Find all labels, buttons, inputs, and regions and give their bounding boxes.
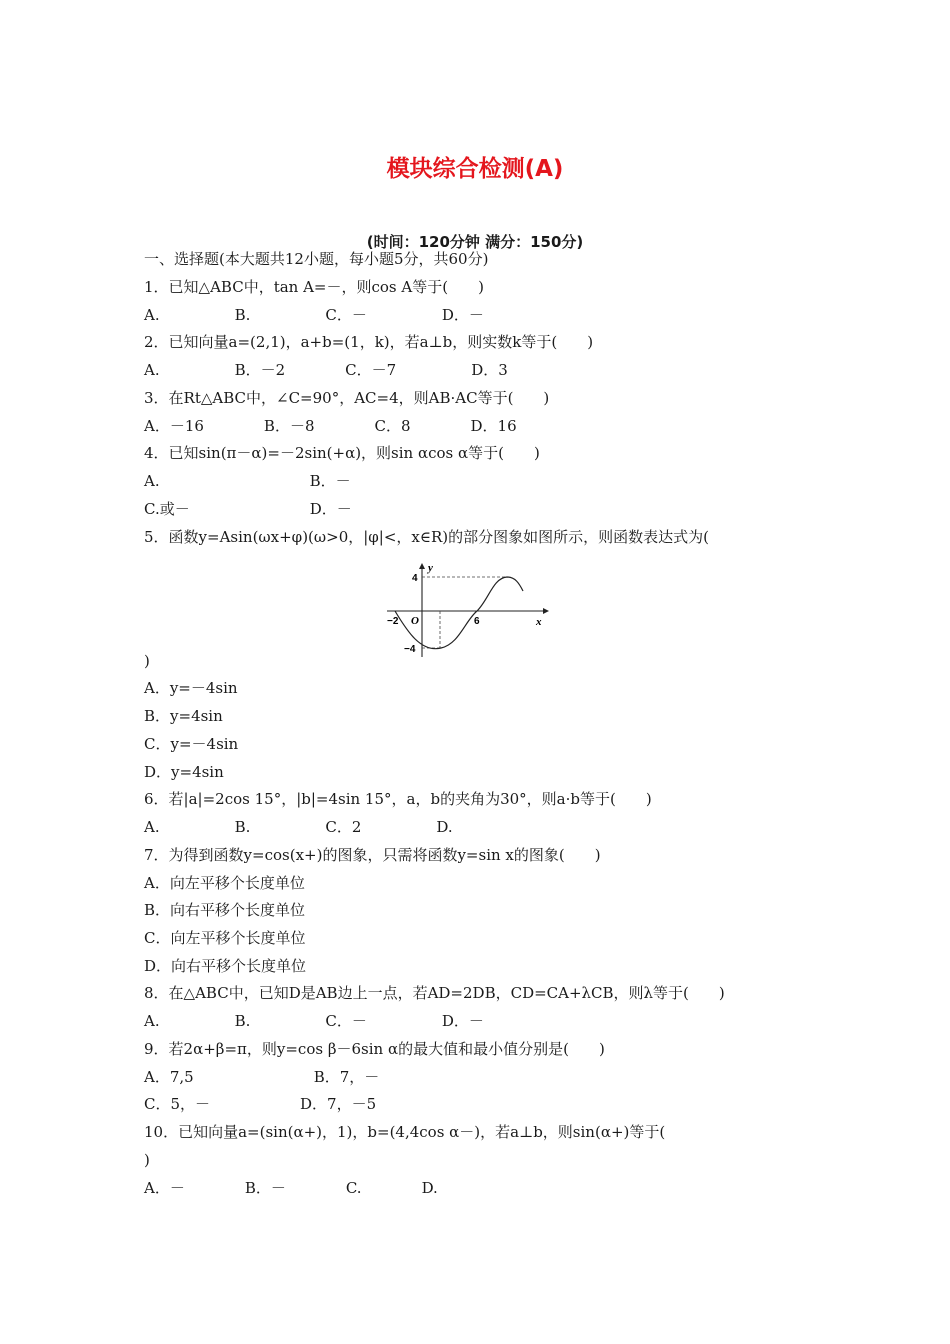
question-7: 7．为得到函数y=cos(x+)的图象，只需将函数y=sin x的图象( ) <box>144 846 601 864</box>
question-5-option-b: B．y=4sin <box>144 707 223 725</box>
question-10-paren: ) <box>144 1151 150 1169</box>
x-tick-neg2: −2 <box>387 616 399 627</box>
question-1-options: A. B. C．－ D．－ <box>144 306 484 324</box>
question-2-options: A. B．－2 C．－7 D．3 <box>144 361 508 379</box>
question-6: 6．若|a|=2cos 15°，|b|=4sin 15°，a，b的夹角为30°，则a·b等于( ) <box>144 790 652 808</box>
question-10-options: A．－ B．－ C. D. <box>144 1179 438 1197</box>
question-1: 1．已知△ABC中，tan A=－，则cos A等于( ) <box>144 278 484 296</box>
question-7-option-d: D．向右平移个长度单位 <box>144 957 307 975</box>
question-5-option-c: C．y=－4sin <box>144 735 239 753</box>
page-title: 模块综合检测(A) <box>386 156 564 182</box>
question-3-options: A．－16 B．－8 C．8 D．16 <box>144 417 517 435</box>
origin-label: O <box>411 615 419 627</box>
question-5-option-d: D．y=4sin <box>144 763 224 781</box>
y-axis-arrow <box>419 563 425 569</box>
question-9: 9．若2α+β=π，则y=cos β－6sin α的最大值和最小值分别是( ) <box>144 1040 605 1058</box>
question-2: 2．已知向量a=(2,1)，a+b=(1，k)，若a⊥b，则实数k等于( ) <box>144 333 594 351</box>
question-9-options-cd: C．5，－ D．7，－5 <box>144 1095 377 1113</box>
question-5: 5．函数y=Asin(ωx+φ)(ω>0，|φ|<，x∈R)的部分图象如图所示，则函数表达式为( <box>144 528 709 546</box>
y-tick-4: 4 <box>412 573 418 584</box>
question-9-options-ab: A．7,5 B．7，－ <box>144 1068 380 1086</box>
x-axis-arrow <box>543 608 549 614</box>
question-3: 3．在Rt△ABC中，∠C=90°，AC=4，则AB·AC等于( ) <box>144 389 550 407</box>
question-8: 8．在△ABC中，已知D是AB边上一点，若AD=2DB，CD=CA+λCB，则λ等于( ) <box>144 984 725 1002</box>
question-4-options-cd: C.或－ D．－ <box>144 500 352 518</box>
question-7-option-c: C．向左平移个长度单位 <box>144 929 306 947</box>
question-7-option-b: B．向右平移个长度单位 <box>144 901 306 919</box>
x-axis-label: x <box>536 616 542 628</box>
question-7-option-a: A．向左平移个长度单位 <box>144 874 305 892</box>
question-5-paren: ) <box>144 652 150 670</box>
question-10: 10．已知向量a=(sin(α+)，1)，b=(4,4cos α－)，若a⊥b，则sin(α+)等于( <box>144 1123 666 1141</box>
question-4-options-ab: A. B．－ <box>144 472 351 490</box>
y-tick-neg4: −4 <box>404 644 416 655</box>
question-4: 4．已知sin(π－α)=－2sin(+α)，则sin αcos α等于( ) <box>144 444 540 462</box>
sine-curve <box>395 577 523 649</box>
question-8-options: A. B. C．－ D．－ <box>144 1012 484 1030</box>
x-tick-6: 6 <box>474 616 480 627</box>
question-5-option-a: A．y=－4sin <box>144 679 238 697</box>
question-6-options: A. B. C．2 D. <box>144 818 453 836</box>
section-heading: 一、选择题(本大题共12小题，每小题5分，共60分) <box>144 250 489 268</box>
y-axis-label: y <box>428 562 433 574</box>
sine-graph <box>385 561 555 661</box>
exam-info: (时间：120分钟 满分：150分) <box>366 233 584 251</box>
